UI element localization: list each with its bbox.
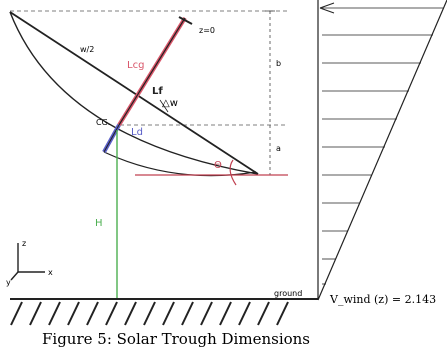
- axes-icon: [11, 243, 45, 280]
- label-z0: z=0: [199, 26, 215, 35]
- figure-caption: Figure 5: Solar Trough Dimensions: [42, 330, 311, 348]
- label-theta: Θ: [214, 160, 222, 171]
- label-cg: CG.: [96, 118, 111, 127]
- label-b: b: [276, 59, 282, 68]
- label-ground: ground: [274, 289, 303, 298]
- label-h: H: [95, 218, 103, 229]
- wind-formula: V_wind (z) = 2.143: [330, 293, 437, 306]
- label-w-half: w/2: [80, 45, 95, 54]
- aperture-line: [10, 12, 258, 174]
- label-a: a: [276, 144, 281, 153]
- wind-profile-hypotenuse: [318, 0, 447, 300]
- label-ld: Ld: [131, 127, 143, 138]
- label-axis-z: z: [22, 239, 27, 248]
- label-axis-y: y: [6, 278, 11, 287]
- label-axis-x: x: [48, 268, 53, 277]
- label-lf: Lf: [152, 86, 163, 97]
- label-lcg: Lcg: [127, 60, 145, 71]
- theta-arc: [230, 160, 236, 185]
- label-delta-w: △w: [162, 98, 178, 109]
- ground-hatching: [11, 302, 288, 325]
